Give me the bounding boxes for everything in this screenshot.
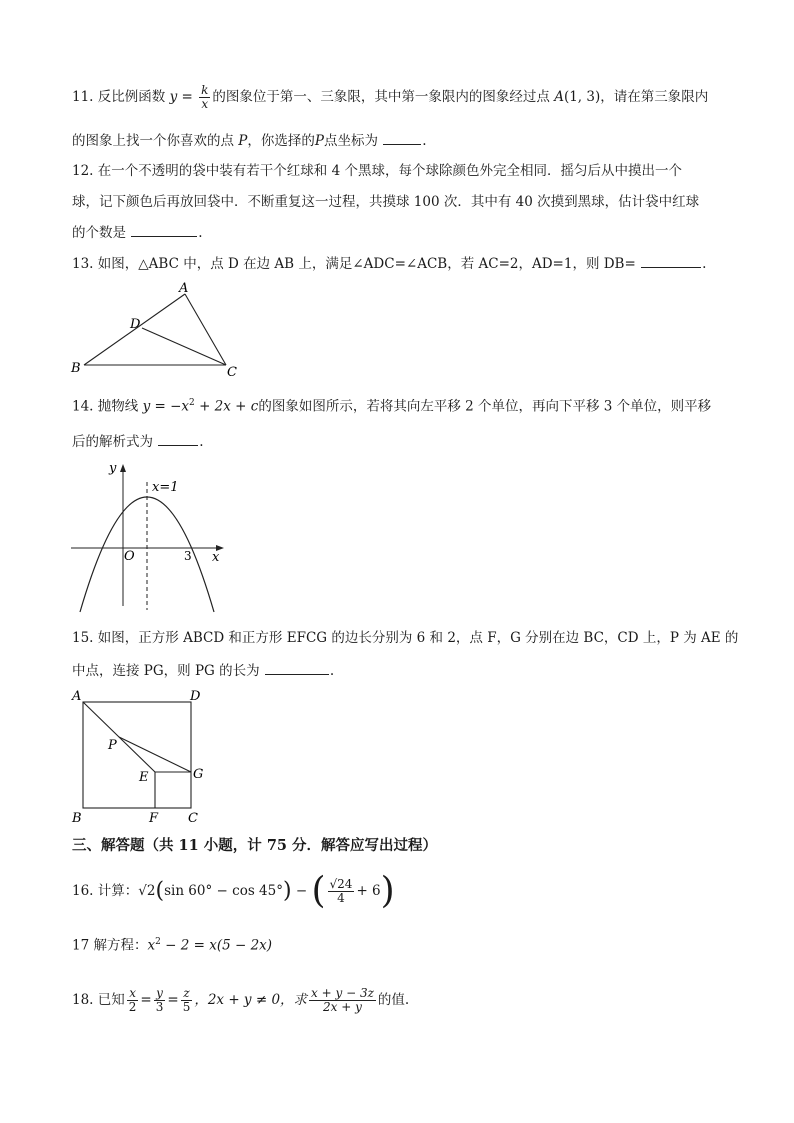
q16-number: 16. <box>72 883 94 899</box>
q14-line1 <box>72 393 711 417</box>
q14-text-b: 的图象如图所示，若将其向左平移 2 个单位，再向下平移 3 个单位，则平移 <box>258 398 712 415</box>
q16-line <box>72 870 395 912</box>
q16-minus: − <box>295 883 308 899</box>
q12-line2 <box>72 192 699 212</box>
q11-line2-a: 的图象上找一个你喜欢的点 <box>72 133 234 149</box>
q18-frac-z <box>181 987 193 1014</box>
q11-answer-blank[interactable] <box>383 130 421 145</box>
q14-parabola-figure <box>66 458 236 614</box>
q11-line2-p2: P <box>314 133 324 149</box>
q18-line: 18. 已知 $\frac{x}{2}$ = $\frac{y}{3}$ = $\frac{z}{5}$ ，2x + y ≠ 0，求 $\frac{x + y - 3z}{2x + y}$ 的值. <box>72 986 410 1014</box>
q18-frac-big <box>309 987 376 1014</box>
q13-line <box>72 253 706 274</box>
q11-frac-den: x <box>201 97 209 111</box>
q14-origin-label: O <box>124 549 135 564</box>
q18-frac-y <box>154 987 166 1014</box>
q13-label-d: D <box>130 317 141 332</box>
q15-label-f: F <box>149 811 159 826</box>
q12-answer-blank[interactable] <box>131 222 197 237</box>
q15-segment-pg <box>119 737 191 772</box>
q14-y-label: y <box>109 461 117 476</box>
q14-formula-exp: 2 <box>189 398 195 408</box>
q18-f2-den: 3 <box>155 1000 164 1014</box>
q11-line2 <box>72 130 427 151</box>
q11-text-b: 的图象位于第一、三象限，其中第一象限内的图象经过点 <box>212 89 550 105</box>
q18-end: 的值. <box>377 992 410 1008</box>
q16-paren-close: ) <box>282 878 292 904</box>
q14-axis-label: x=1 <box>152 480 179 495</box>
q17-eq-b: − 2 = x(5 − 2x) <box>165 937 273 954</box>
q14-answer-blank[interactable] <box>158 431 198 446</box>
q17-label: 解方程： <box>93 937 148 954</box>
q16-fraction <box>328 878 355 905</box>
q15-answer-blank[interactable] <box>265 660 329 675</box>
q14-text-2: 后的解析式为 <box>72 434 153 450</box>
q13-text: 如图，△ABC 中，点 D 在边 AB 上，满足∠ADC=∠ACB，若 AC=2，AD=1，则 DB= <box>97 256 636 272</box>
q15-squares-figure <box>66 686 216 826</box>
q15-end: . <box>329 663 335 679</box>
q16-trig: sin 60° − cos 45° <box>164 883 283 899</box>
q11-number: 11. <box>72 89 94 105</box>
q17-number: 17 <box>72 937 90 954</box>
q12-line1 <box>72 161 682 181</box>
q18-condition: ，2x + y ≠ 0，求 <box>194 992 308 1008</box>
q15-line2 <box>72 660 334 681</box>
q13-triangle-figure <box>66 280 246 380</box>
q12-number: 12. <box>72 163 94 179</box>
q17-eq-exp: 2 <box>155 937 161 947</box>
q18-f2-num: y <box>156 986 163 1000</box>
q14-end: . <box>199 434 204 450</box>
q15-label-a: A <box>72 689 82 704</box>
q13-label-a: A <box>179 281 189 296</box>
q14-y-arrow-icon <box>120 464 126 472</box>
q18-number: 18. <box>72 992 94 1008</box>
q14-line2 <box>72 431 204 452</box>
q14-text-a: 抛物线 <box>97 398 139 415</box>
q13-segment-dc <box>142 328 226 365</box>
q18-f3-num: z <box>183 986 190 1000</box>
q16-bigparen-open: ( <box>311 870 326 912</box>
q16-paren-open: ( <box>155 878 165 904</box>
q15-square-efcg <box>155 772 191 808</box>
q16-frac-den: 4 <box>337 891 345 905</box>
q16-frac-num: √24 <box>329 877 353 891</box>
q14-formula-rest: + 2x + c <box>199 398 259 415</box>
q18-label: 已知 <box>97 992 125 1008</box>
q18-f1-num: x <box>129 986 136 1000</box>
q11-fraction <box>199 84 210 111</box>
q12-line3 <box>72 222 203 243</box>
q18-big-num: x + y − 3z <box>311 986 374 1000</box>
q15-number: 15. <box>72 630 94 646</box>
q17-eq-a: x <box>147 937 156 954</box>
q15-label-g: G <box>193 767 204 782</box>
q11-frac-num: k <box>201 83 209 97</box>
q11-text-a: 反比例函数 <box>97 89 166 105</box>
q16-plus6: + 6 <box>356 883 381 899</box>
q13-number: 13. <box>72 256 94 272</box>
q14-root-label: 3 <box>184 549 192 563</box>
q11-point: A <box>554 89 564 105</box>
q18-big-den: 2x + y <box>323 1000 362 1014</box>
q12-text-2: 球，记下颜色后再放回袋中．不断重复这一过程，共摸球 100 次．其中有 40 次摸到黑球，估计袋中红球 <box>72 194 700 210</box>
q16-sqrt2: √2 <box>138 883 156 899</box>
q11-line1 <box>72 84 708 111</box>
q11-line2-c: 点坐标为 <box>323 133 378 149</box>
q12-text-3: 的个数是 <box>72 225 126 241</box>
q11-func-lhs: y = <box>169 89 193 105</box>
q15-label-e: E <box>139 770 149 785</box>
q13-answer-blank[interactable] <box>641 253 701 268</box>
q13-label-c: C <box>227 365 237 380</box>
q15-label-b: B <box>72 811 82 826</box>
q13-end: . <box>702 256 707 272</box>
q15-text-2: 中点，连接 PG，则 PG 的长为 <box>72 663 260 679</box>
q15-label-p: P <box>108 738 117 753</box>
q15-line1 <box>72 628 738 648</box>
q18-f3-den: 5 <box>182 1000 191 1014</box>
q14-number: 14. <box>72 398 94 415</box>
q12-end: . <box>198 225 203 241</box>
q16-label: 计算： <box>97 883 139 899</box>
q13-label-b: B <box>71 361 81 376</box>
q17-line <box>72 932 272 956</box>
q11-end: . <box>422 133 427 149</box>
q13-side-ac <box>185 294 226 365</box>
section3-heading: 三、解答题（共 11 小题，计 75 分．解答应写出过程） <box>72 837 438 854</box>
q11-line2-p: P <box>238 133 248 149</box>
q15-text-1: 如图，正方形 ABCD 和正方形 EFCG 的边长分别为 6 和 2，点 F，G 分别在边 BC，CD 上，P 为 AE 的 <box>97 630 739 646</box>
q15-label-d: D <box>190 689 201 704</box>
q18-frac-x <box>127 987 139 1014</box>
q16-bigparen-close: ) <box>380 870 395 912</box>
q11-point-coords: (1, 3) <box>563 89 601 105</box>
q12-text-1: 在一个不透明的袋中装有若干个红球和 4 个黑球，每个球除颜色外完全相同．摇匀后从中摸出一个 <box>97 163 682 179</box>
q11-text-c: ，请在第三象限内 <box>600 89 709 105</box>
q11-line2-b: ，你选择的 <box>247 133 315 149</box>
q15-label-c: C <box>188 811 198 826</box>
q18-f1-den: 2 <box>128 1000 137 1014</box>
q14-formula: y = −x <box>142 398 190 415</box>
q14-x-label: x <box>212 550 220 565</box>
